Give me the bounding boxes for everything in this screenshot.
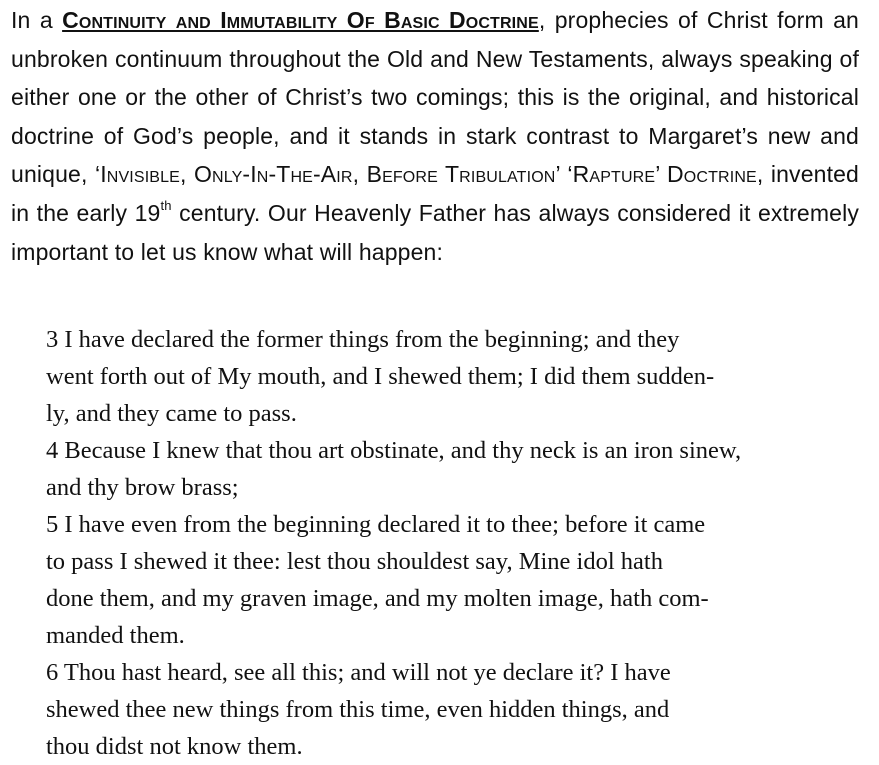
verse-3	[46, 321, 846, 432]
verse-line: and thy brow brass;	[46, 474, 239, 501]
verse-line: went forth out of My mouth, and I shewed them; I did them sudden-	[46, 363, 715, 390]
verse-line: done them, and my graven image, and my molten image, hath com-	[46, 585, 709, 612]
verse-5	[46, 506, 846, 654]
verse-line: 4 Because I knew that thou art obstinate, and thy neck is an iron sinew,	[46, 437, 742, 464]
verse-line: manded them.	[46, 622, 185, 649]
doctrine-term-invisible: Invisible, Only-In-The-Air, Before Tribulation	[100, 161, 556, 188]
paragraph-text: , prophecies of Christ form an unbroken continuum throughout the Old and New Testaments, always speaking of either one or the other of Christ’s two comings; this is the original, and historical doctrine of God’s people, and it stands in stark contrast to Margaret’s new and unique, ‘	[11, 7, 859, 188]
term-separator-2: ’	[655, 161, 668, 188]
scripture-quotation	[46, 321, 846, 765]
term-separator: ’ ‘	[555, 161, 573, 188]
ordinal-superscript: th	[160, 197, 172, 213]
doctrine-heading-link[interactable]: Continuity and Immutability Of Basic Doctrine	[62, 7, 539, 33]
verse-line: 3 I have declared the former things from the beginning; and they	[46, 326, 680, 353]
verse-6	[46, 654, 846, 765]
verse-line: 5 I have even from the beginning declared it to thee; before it came	[46, 511, 706, 538]
closing-text: century. Our Heavenly Father has always considered it extremely important to let us know what will happen:	[11, 199, 860, 265]
intro-text: In a	[11, 7, 63, 33]
doctrine-term-doctrine: Doctrine	[667, 161, 757, 188]
verse-4	[46, 432, 846, 506]
doctrine-term-rapture: Rapture	[572, 161, 656, 188]
century-text: , invented in the early 19	[11, 161, 860, 226]
verse-line: ly, and they came to pass.	[46, 400, 297, 427]
body-paragraph	[11, 1, 859, 271]
verse-line: thou didst not know them.	[46, 733, 303, 760]
verse-line: to pass I shewed it thee: lest thou shouldest say, Mine idol hath	[46, 548, 663, 575]
verse-line: shewed thee new things from this time, even hidden things, and	[46, 696, 670, 723]
verse-line: 6 Thou hast heard, see all this; and will not ye declare it? I have	[46, 659, 671, 686]
